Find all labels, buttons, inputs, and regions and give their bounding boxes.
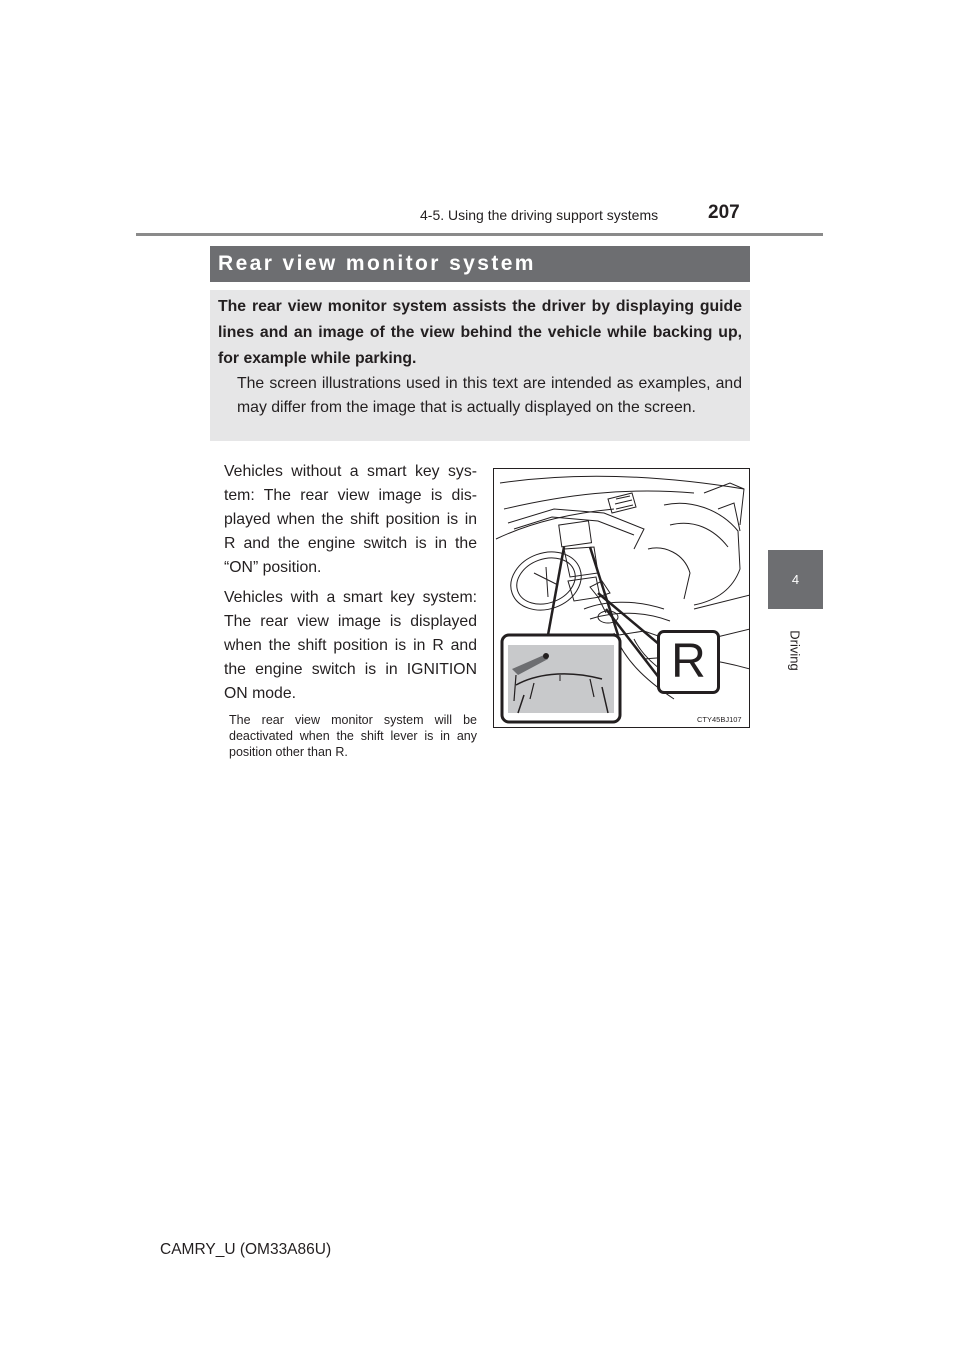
footer-model-code: CAMRY_U (OM33A86U) — [160, 1241, 332, 1258]
chapter-tab — [768, 550, 823, 609]
body-text-column — [224, 460, 477, 760]
shift-position-r-label: R — [657, 630, 720, 694]
intro-box — [210, 290, 750, 441]
header-divider — [136, 233, 823, 236]
chapter-label: Driving — [787, 629, 803, 671]
figure-code: CTY45BJ107 — [697, 715, 742, 724]
chapter-number: 4 — [791, 572, 800, 587]
body-small-note: The rear view monitor system will be deactivated when the shift lever is in any position other than R. — [229, 713, 477, 759]
intro-note-text: The screen illustrations used in this text are intended as examples, and may differ from the image that is actually displayed on the screen. — [237, 375, 742, 416]
body-paragraph-smart-key: Vehicles with a smart key system: The rear view image is displayed when the shift position is in R and the engine switch is in IGNITION ON mode. — [224, 589, 477, 702]
intro-bold-text: The rear view monitor system assists the driver by displaying guide lines and an image of the view behind the vehicle while backing up, for example while parking. — [218, 298, 742, 367]
chapter-label-wrapper — [760, 615, 830, 685]
page-number: 207 — [708, 202, 740, 223]
header-section-title: 4-5. Using the driving support systems — [420, 207, 659, 223]
body-paragraph-no-smart-key: Vehicles without a smart key sys-tem: The rear view image is dis-played when the shift position is in R and the engine switch is in the “ON” position. — [224, 463, 477, 576]
section-title: Rear view monitor system — [218, 252, 536, 275]
section-title-bar — [210, 246, 750, 282]
